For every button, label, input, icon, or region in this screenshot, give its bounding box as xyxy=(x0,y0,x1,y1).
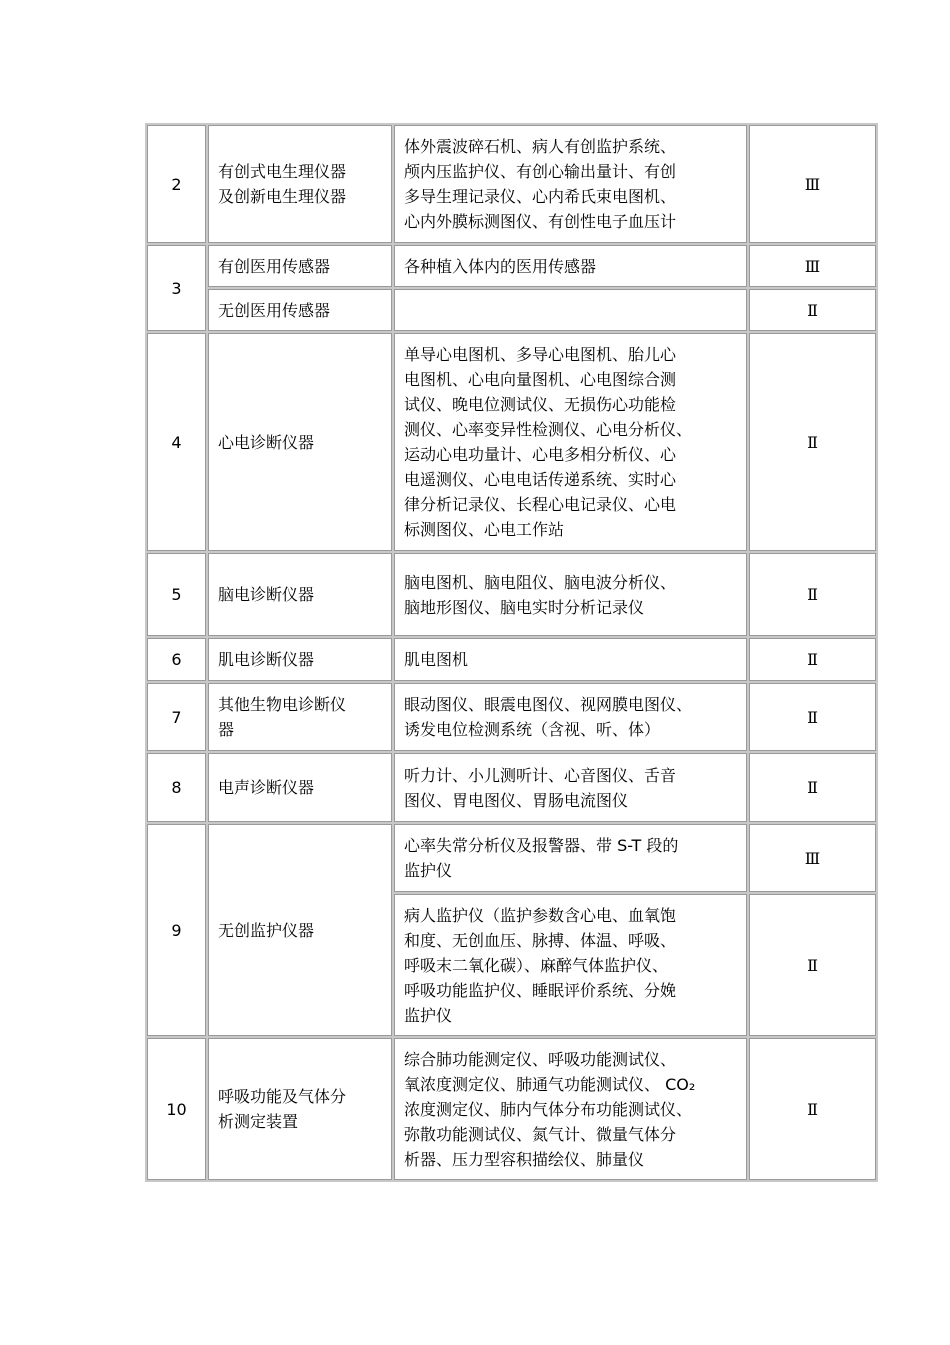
category-name: 无创监护仪器 xyxy=(207,823,393,1037)
product-examples: 眼动图仪、眼震电图仪、视网膜电图仪、 诱发电位检测系统（含视、听、体） xyxy=(393,682,748,752)
table-row xyxy=(146,752,877,823)
row-number: 4 xyxy=(146,332,207,552)
table-row xyxy=(146,637,877,682)
management-class: Ⅲ xyxy=(748,823,877,893)
row-number: 2 xyxy=(146,124,207,244)
category-name: 脑电诊断仪器 xyxy=(207,552,393,637)
product-examples: 病人监护仪（监护参数含心电、血氧饱 和度、无创血压、脉搏、体温、呼吸、 呼吸末二氧化碳）、麻醉气体监护仪、 呼吸功能监护仪、睡眠评价系统、分娩 监护仪 xyxy=(393,893,748,1037)
management-class: Ⅱ xyxy=(748,682,877,752)
management-class: Ⅲ xyxy=(748,124,877,244)
management-class: Ⅱ xyxy=(748,752,877,823)
product-examples: 心率失常分析仪及报警器、带 S-T 段的 监护仪 xyxy=(393,823,748,893)
category-name: 无创医用传感器 xyxy=(207,288,393,332)
device-classification-table xyxy=(145,123,878,1182)
table-row xyxy=(146,1037,877,1181)
table-row xyxy=(146,823,877,893)
product-examples: 肌电图机 xyxy=(393,637,748,682)
table-row xyxy=(146,124,877,244)
category-name: 有创式电生理仪器 及创新电生理仪器 xyxy=(207,124,393,244)
row-number: 9 xyxy=(146,823,207,1037)
row-number: 10 xyxy=(146,1037,207,1181)
row-number: 7 xyxy=(146,682,207,752)
category-name: 电声诊断仪器 xyxy=(207,752,393,823)
product-examples: 听力计、小儿测听计、心音图仪、舌音 图仪、胃电图仪、胃肠电流图仪 xyxy=(393,752,748,823)
product-examples: 单导心电图机、多导心电图机、胎儿心 电图机、心电向量图机、心电图综合测 试仪、晚电位测试仪、无损伤心功能检 测仪、心率变异性检测仪、心电分析仪、 运动心电功量计、心电多相分析仪、心 电遥测仪、心电电话传递系统、实时心 律分析记录仪、长程心电记录仪、心电 标测图仪、心电工作站 xyxy=(393,332,748,552)
category-name: 呼吸功能及气体分 析测定装置 xyxy=(207,1037,393,1181)
table-row xyxy=(146,682,877,752)
category-name: 心电诊断仪器 xyxy=(207,332,393,552)
management-class: Ⅱ xyxy=(748,332,877,552)
product-examples: 各种植入体内的医用传感器 xyxy=(393,244,748,288)
product-examples: 脑电图机、脑电阻仪、脑电波分析仪、 脑地形图仪、脑电实时分析记录仪 xyxy=(393,552,748,637)
product-examples xyxy=(393,288,748,332)
management-class: Ⅱ xyxy=(748,1037,877,1181)
product-examples: 综合肺功能测定仪、呼吸功能测试仪、 氧浓度测定仪、肺通气功能测试仪、 CO₂ 浓度测定仪、肺内气体分布功能测试仪、 弥散功能测试仪、氮气计、微量气体分 析器、压力型容积描绘仪、肺量仪 xyxy=(393,1037,748,1181)
table-row xyxy=(146,332,877,552)
row-number: 5 xyxy=(146,552,207,637)
management-class: Ⅲ xyxy=(748,244,877,288)
management-class: Ⅱ xyxy=(748,288,877,332)
row-number: 8 xyxy=(146,752,207,823)
table-row xyxy=(146,552,877,637)
category-name: 肌电诊断仪器 xyxy=(207,637,393,682)
management-class: Ⅱ xyxy=(748,893,877,1037)
row-number: 3 xyxy=(146,244,207,332)
category-name: 有创医用传感器 xyxy=(207,244,393,288)
table-row xyxy=(146,288,877,332)
row-number: 6 xyxy=(146,637,207,682)
product-examples: 体外震波碎石机、病人有创监护系统、 颅内压监护仪、有创心输出量计、有创 多导生理记录仪、心内希氏束电图机、 心内外膜标测图仪、有创性电子血压计 xyxy=(393,124,748,244)
category-name: 其他生物电诊断仪 器 xyxy=(207,682,393,752)
management-class: Ⅱ xyxy=(748,552,877,637)
table-row xyxy=(146,244,877,288)
management-class: Ⅱ xyxy=(748,637,877,682)
